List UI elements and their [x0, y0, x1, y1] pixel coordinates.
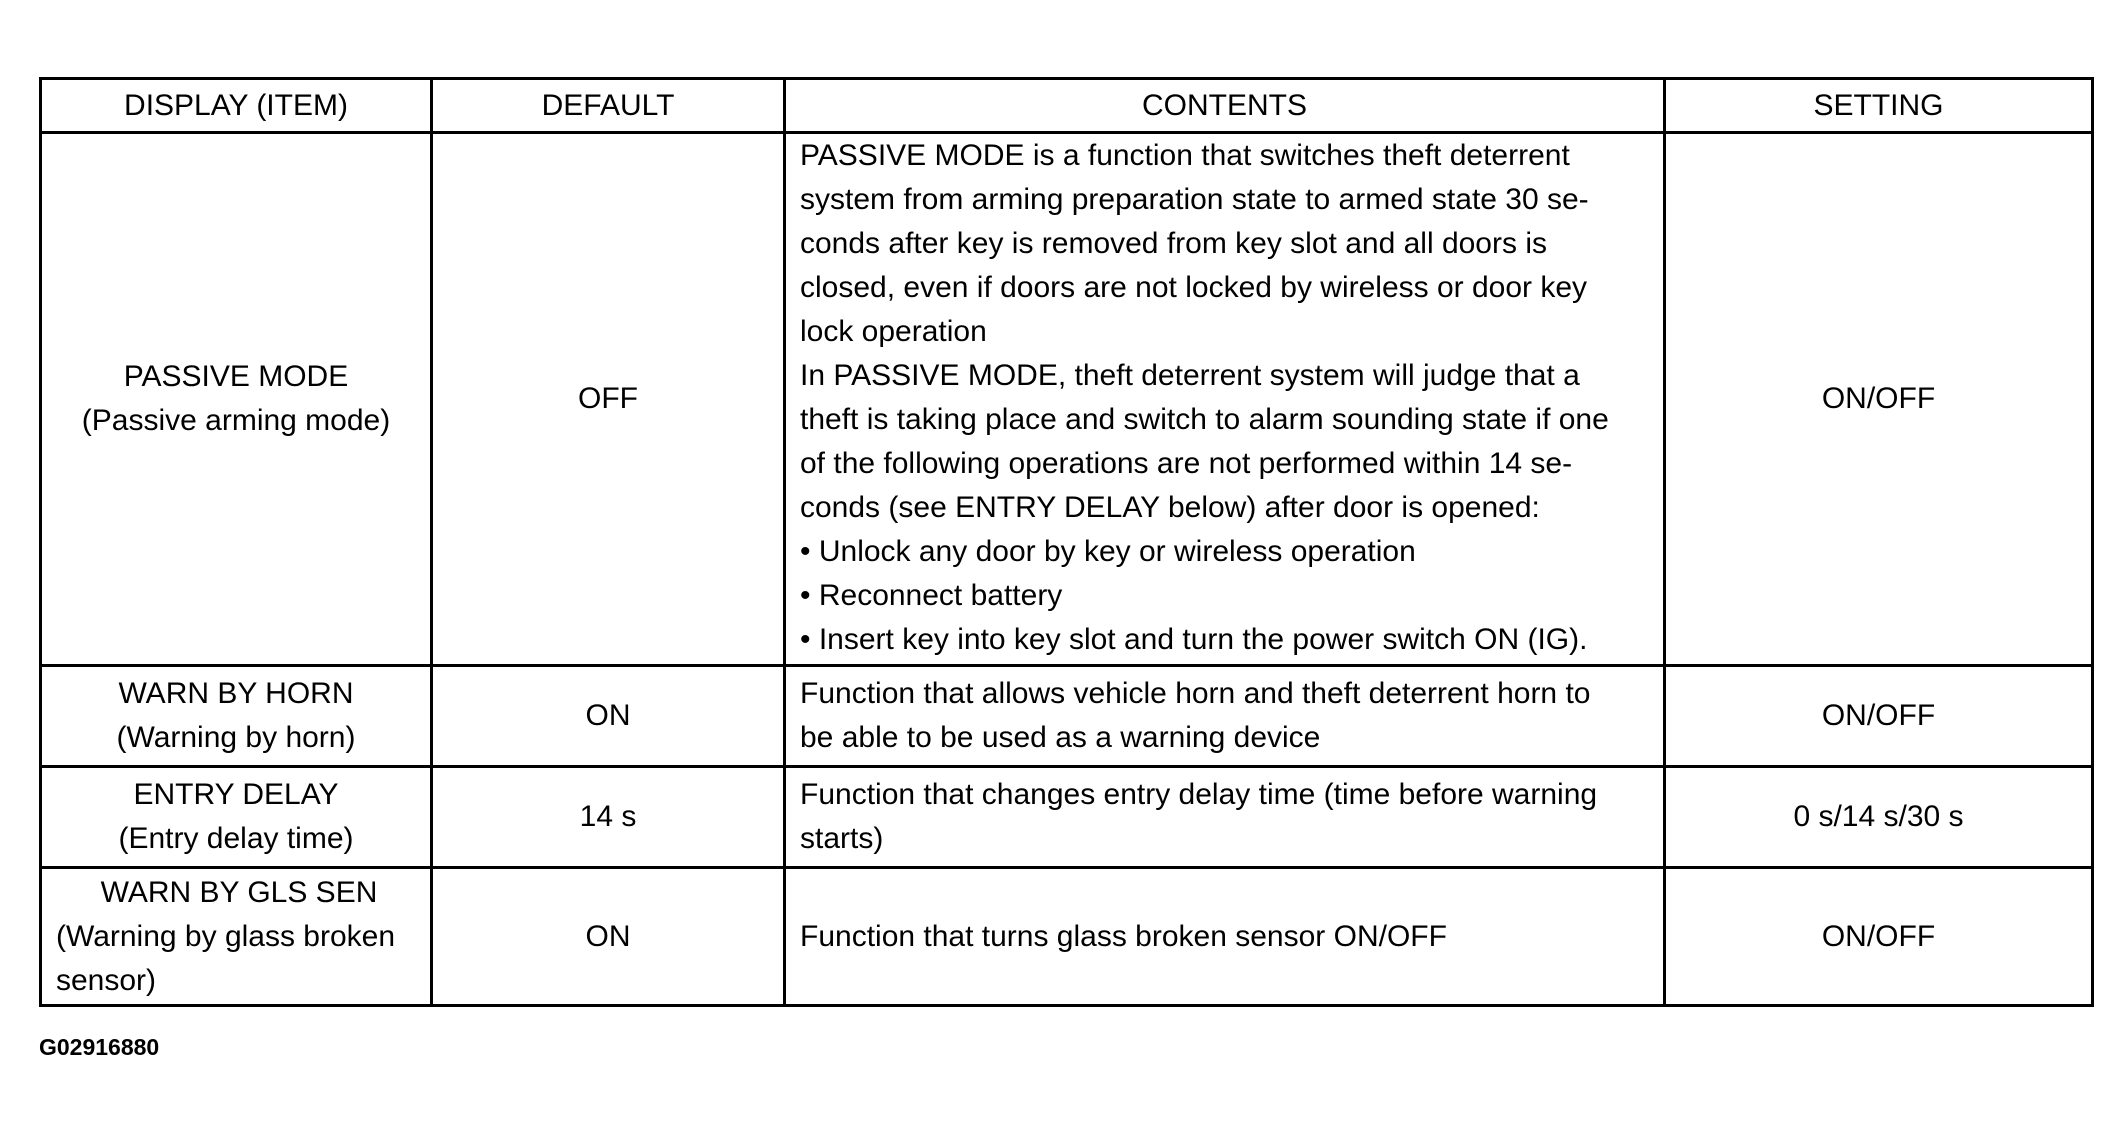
contents-line: closed, even if doors are not locked by wireless or door key [800, 271, 1588, 304]
header-setting: SETTING [1665, 79, 2093, 133]
contents-line: conds after key is removed from key slot and all doors is [800, 227, 1547, 260]
item-name: WARN BY GLS SEN [100, 875, 378, 909]
default-cell: 14 s [432, 767, 785, 868]
item-description: (Warning by glass broken [56, 919, 396, 953]
table-row-entry-delay [41, 767, 2093, 868]
contents-cell [785, 666, 1665, 767]
item-description: (Passive arming mode) [81, 404, 391, 437]
item-description: (Warning by horn) [116, 721, 356, 754]
bullet-item: • Insert key into key slot and turn the power switch ON (IG). [800, 623, 1588, 656]
item-description: sensor) [56, 963, 157, 997]
default-cell: ON [432, 666, 785, 767]
item-cell [41, 666, 432, 767]
bullet-item: • Unlock any door by key or wireless operation [800, 535, 1416, 568]
contents-line: be able to be used as a warning device [800, 721, 1321, 754]
default-cell: ON [432, 868, 785, 1006]
setting-cell: ON/OFF [1665, 666, 2093, 767]
item-cell [41, 767, 432, 868]
contents-line: of the following operations are not performed within 14 se- [800, 447, 1573, 480]
setting-cell: ON/OFF [1665, 868, 2093, 1006]
header-contents: CONTENTS [785, 79, 1665, 133]
item-cell [41, 868, 432, 1006]
contents-line: lock operation [800, 315, 987, 348]
header-display-item: DISPLAY (ITEM) [41, 79, 432, 133]
item-name: PASSIVE MODE [123, 360, 349, 393]
contents-cell [785, 868, 1665, 1006]
table-row-passive-mode [41, 133, 2093, 666]
header-default: DEFAULT [432, 79, 785, 133]
contents-line: conds (see ENTRY DELAY below) after door is opened: [800, 491, 1540, 524]
contents-line: In PASSIVE MODE, theft deterrent system will judge that a [800, 359, 1580, 392]
item-name: WARN BY HORN [118, 677, 354, 710]
item-name: ENTRY DELAY [133, 778, 339, 811]
setting-cell: ON/OFF [1665, 133, 2093, 666]
table-header-row [41, 79, 2093, 133]
table-row-warn-by-gls-sen [41, 868, 2093, 1006]
contents-line: starts) [800, 822, 884, 855]
contents-line: theft is taking place and switch to alarm sounding state if one [800, 403, 1609, 436]
item-description: (Entry delay time) [118, 822, 354, 855]
contents-line: PASSIVE MODE is a function that switches theft deterrent [800, 139, 1570, 172]
contents-line: system from arming preparation state to armed state 30 se- [800, 183, 1589, 216]
contents-cell [785, 767, 1665, 868]
figure-code: G02916880 [39, 1034, 160, 1060]
contents-cell [785, 133, 1665, 666]
setting-cell: 0 s/14 s/30 s [1665, 767, 2093, 868]
contents-line: Function that turns glass broken sensor ON/OFF [800, 919, 1447, 953]
bullet-item: • Reconnect battery [800, 579, 1063, 612]
table-row-warn-by-horn [41, 666, 2093, 767]
default-cell: OFF [432, 133, 785, 666]
settings-table [39, 77, 2094, 1007]
contents-line: Function that allows vehicle horn and theft deterrent horn to [800, 677, 1591, 710]
contents-line: Function that changes entry delay time (time before warning [800, 778, 1598, 811]
item-cell [41, 133, 432, 666]
